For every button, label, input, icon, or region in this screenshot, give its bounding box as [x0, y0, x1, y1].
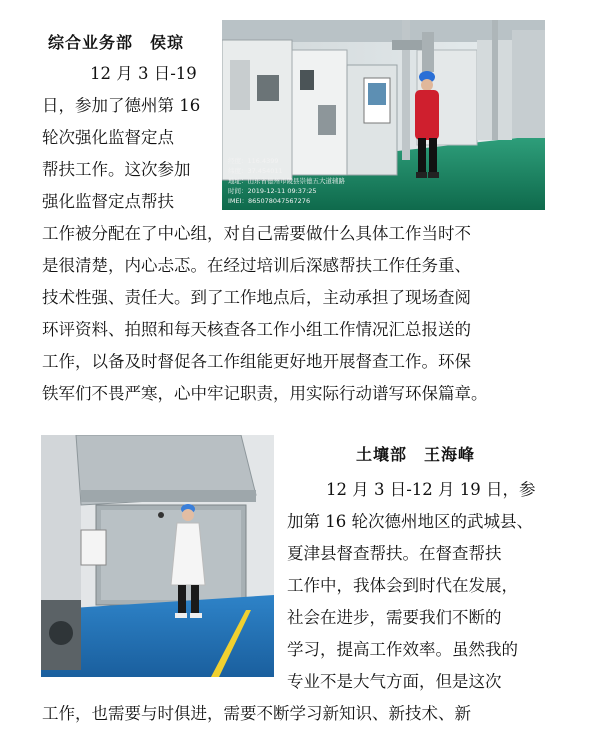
section1-line-8: 技术性强、责任大。到了工作地点后，主动承担了现场查阅: [42, 288, 471, 307]
stamp-imei: IMEI：865078047567276: [228, 197, 311, 205]
section1-line-7: 是很清楚，内心忐忑。在经过培训后深感帮扶工作任务重、: [42, 256, 471, 275]
section2-line-8: 工作，也需要与时俱进，需要不断学习新知识、新技术、新: [42, 704, 471, 723]
section1-line-6: 工作被分配在了中心组，对自己需要做什么具体工作当时不: [42, 224, 471, 243]
section1-line-4: 帮扶工作。这次参加: [42, 160, 191, 179]
section1-heading: 综合业务部 侯琼: [48, 33, 185, 52]
section2-line-6: 学习，提高工作效率。虽然我的: [287, 640, 518, 659]
stamp-time: 时间：2019-12-11 09:37:25: [228, 187, 317, 195]
section2-line-5: 社会在进步，需要我们不断的: [287, 608, 502, 627]
section2-heading: 土壤部 王海峰: [356, 445, 476, 464]
section1-line-3: 轮次强化监督定点: [42, 128, 174, 147]
stamp-longitude: 经度：116.4399: [228, 157, 279, 165]
section2-line-4: 工作中，我体会到时代在发展，: [287, 576, 518, 595]
section1-line-11: 铁军们不畏严寒，心中牢记职责，用实际行动谱写环保篇章。: [42, 384, 488, 403]
section1-line-10: 工作，以备及时督促各工作组能更好地开展督查工作。环保: [42, 352, 471, 371]
section1-line-5: 强化监督定点帮扶: [42, 192, 174, 211]
lab-photo: [41, 435, 274, 677]
section2-line-2: 加第 16 轮次德州地区的武城县、: [287, 512, 533, 531]
section2-line-1: 12 月 3 日-12 月 19 日，参: [326, 480, 536, 499]
stamp-latitude: 纬度：37.454011: [228, 167, 283, 175]
section2-line-3: 夏津县督查帮扶。在督查帮扶: [287, 544, 502, 563]
factory-photo: [222, 20, 545, 210]
lab-photo-art: [41, 435, 274, 677]
stamp-address: 地址：山东省德州市陵县崇德五大道辅路: [228, 177, 345, 185]
section2-line-7: 专业不是大气方面，但是这次: [287, 672, 502, 691]
section1-line-2: 日，参加了德州第 16: [42, 96, 201, 115]
section1-line-1: 12 月 3 日-19: [90, 64, 197, 83]
photo-location-stamp: [228, 156, 345, 206]
section1-line-9: 环评资料、拍照和每天核查各工作小组工作情况汇总报送的: [42, 320, 471, 339]
